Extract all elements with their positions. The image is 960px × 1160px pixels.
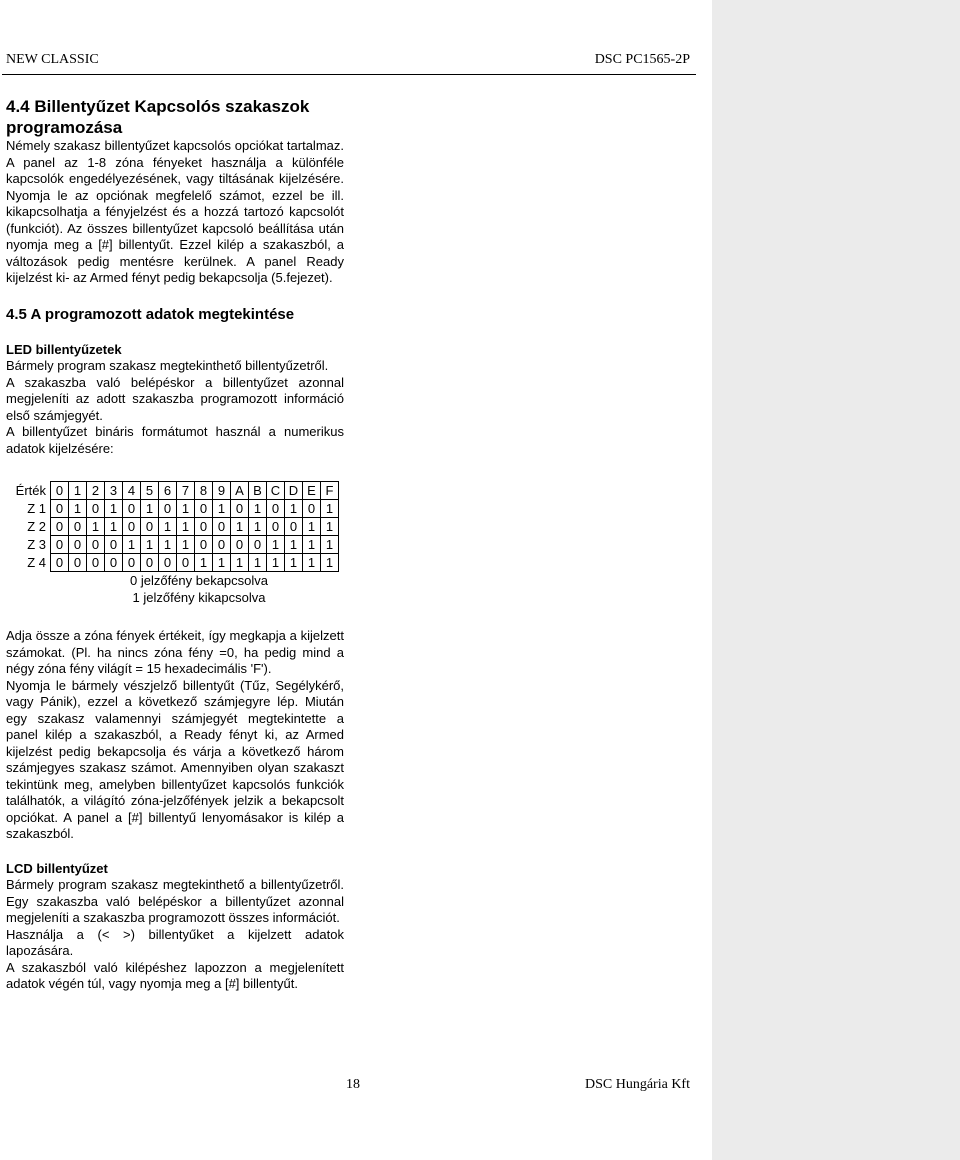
table-cell: 1 [105,500,123,518]
binary-table [6,481,339,572]
table-cell: 1 [213,554,231,572]
table-cell: 1 [177,536,195,554]
table-cell: 4 [123,482,141,500]
table-cell: 1 [141,536,159,554]
legend-on: 0 jelzőfény bekapcsolva [129,573,269,588]
table-cell: 1 [69,482,87,500]
table-cell: 1 [159,536,177,554]
table-cell: 5 [141,482,159,500]
table-cell: 1 [321,518,339,536]
row-label: Z 3 [27,537,46,552]
table-cell: 1 [249,500,267,518]
table-cell: 0 [69,554,87,572]
led-paragraph-1: Bármely program szakasz megtekinthető billentyűzetről. [6,358,329,373]
table-cell: 3 [105,482,123,500]
lcd-heading: LCD billentyűzet [6,860,108,876]
section-4-4-body: Némely szakasz billentyűzet kapcsolós opciókat tartalmaz. A panel az 1-8 zóna fényeket használja a különféle kapcsolók engedélyezésének, vagy tiltásának kijelzésére. Nyomja le az opciónak megfelelő számot, ezzel be ill. kikapcsolhatja a fényjelzést és a hozzá tartozó kapcsolót (funkciót). Az összes billentyűzet kapcsoló beállítása után nyomja meg a [#] billentyűt. Ezzel kilép a szakaszból, a változások pedig mentésre kerülnek. A panel Ready kijelzést ki- az Armed fényt pedig bekapcsolja (5.fejezet). [6,138,344,285]
table-cell: 1 [249,518,267,536]
lcd-paragraph-1: Bármely program szakasz megtekinthető a billentyűzetről. Egy szakaszba való belépéskor a billentyűzet azonnal megjeleníti a szakaszba programozott összes információt. [6,877,344,925]
table-cell: 0 [87,500,105,518]
table-cell: 1 [177,518,195,536]
table-cell: F [321,482,339,500]
led-heading: LED billentyűzetek [6,341,122,357]
table-cell: 1 [87,518,105,536]
table-cell: E [303,482,321,500]
table-cell: 0 [51,554,69,572]
table-cell: 1 [177,500,195,518]
lcd-paragraph-2: Használja a (< >) billentyűket a kijelzett adatok lapozására. [6,926,344,958]
table-cell: 2 [87,482,105,500]
page-number: 18 [346,1077,360,1092]
table-cell: 1 [321,554,339,572]
table-cell: 0 [213,518,231,536]
table-cell: 1 [195,554,213,572]
table-cell: 1 [141,500,159,518]
table-cell: 1 [267,554,285,572]
table-cell: 0 [87,536,105,554]
table-row [6,500,339,518]
table-cell: 1 [321,500,339,518]
table-cell: 0 [231,500,249,518]
legend-off: 1 jelzőfény kikapcsolva [132,590,266,605]
text-column [6,96,344,993]
table-cell: 1 [285,554,303,572]
table-header-row [6,482,339,500]
table-cell: 1 [285,536,303,554]
table-cell: 0 [123,500,141,518]
table-cell: A [231,482,249,500]
table-cell: 8 [195,482,213,500]
table-cell: 0 [249,536,267,554]
row-label: Z 4 [27,555,46,570]
after-table-paragraph-1: Adja össze a zóna fények értékeit, így megkapja a kijelzett számokat. (Pl. ha nincs zóna fény =0, ha pedig mind a négy zóna fény világít = 15 hexadecimális 'F'). [6,628,344,676]
table-cell: 0 [51,536,69,554]
table-cell: 1 [303,554,321,572]
table-cell: 0 [69,518,87,536]
table-cell: 1 [159,518,177,536]
table-cell: 1 [123,536,141,554]
led-paragraph-2: A szakaszba való belépéskor a billentyűzet azonnal megjeleníti az adott szakaszba programozott információ első számjegyét. [6,374,344,423]
table-cell: 0 [195,500,213,518]
table-cell: 1 [321,536,339,554]
table-cell: 0 [285,518,303,536]
table-cell: 0 [159,500,177,518]
row-label: Z 2 [27,519,46,534]
table-cell: B [249,482,267,500]
led-paragraph-3: A billentyűzet bináris formátumot használ a numerikus adatok kijelzésére: [6,424,344,456]
header-right: DSC PC1565-2P [594,52,690,67]
table-cell: 1 [267,536,285,554]
table-cell: 1 [249,554,267,572]
row-label: Érték [15,483,46,498]
table-cell: 0 [51,482,69,500]
table-cell: 0 [105,536,123,554]
lcd-paragraph-3: A szakaszból való kilépéshez lapozzon a megjelenített adatok végén túl, vagy nyomja meg a [#] billentyűt. [6,959,344,991]
table-row [6,554,339,572]
section-4-4-title: 4.4 Billentyűzet Kapcsolós szakaszok programozása [6,97,310,137]
table-cell: 0 [87,554,105,572]
table-cell: 0 [195,536,213,554]
table-cell: 0 [51,518,69,536]
table-cell: 0 [195,518,213,536]
table-cell: 0 [267,518,285,536]
right-margin-panel [712,0,960,1160]
table-cell: 9 [213,482,231,500]
table-row [6,536,339,554]
table-cell: 0 [267,500,285,518]
footer-company: DSC Hungária Kft [585,1077,690,1092]
table-cell: 1 [303,518,321,536]
table-cell: 0 [123,554,141,572]
table-cell: 0 [69,536,87,554]
row-label: Z 1 [27,501,46,516]
table-cell: 0 [303,500,321,518]
table-cell: 0 [141,518,159,536]
after-table-paragraph-2: Nyomja le bármely vészjelző billentyűt (Tűz, Segélykérő, vagy Pánik), ezzel a következő számjegyre lép. Miután egy szakasz valamennyi számjegyét megtekintette a panel kilép a szakaszból, a Ready fényt ki, az Armed kijelzést pedig bekapcsolja és várja a következő három számjegyes szakasz számot. Amennyiben olyan szakaszt tekintünk meg, amelyben billentyűzet kapcsolós funkciók találhatók, a világító zóna-jelzőfények jelzik a bekapcsolt opciókat. A panel a [#] billentyű lenyomásakor is kilép a szakaszból. [6,677,344,841]
table-cell: 7 [177,482,195,500]
table-cell: 1 [105,518,123,536]
table-cell: 0 [123,518,141,536]
table-cell: 0 [51,500,69,518]
header-left: NEW CLASSIC [6,52,99,67]
table-cell: 0 [213,536,231,554]
table-cell: C [267,482,285,500]
table-cell: 1 [69,500,87,518]
table-cell: D [285,482,303,500]
table-cell: 1 [213,500,231,518]
table-cell: 0 [105,554,123,572]
header-rule [2,74,696,75]
section-4-5-title: 4.5 A programozott adatok megtekintése [6,305,295,323]
table-cell: 0 [231,536,249,554]
table-cell: 0 [159,554,177,572]
table-cell: 1 [285,500,303,518]
table-cell: 1 [303,536,321,554]
table-cell: 0 [141,554,159,572]
table-cell: 0 [177,554,195,572]
table-row [6,518,339,536]
table-cell: 6 [159,482,177,500]
table-cell: 1 [231,554,249,572]
table-cell: 1 [231,518,249,536]
